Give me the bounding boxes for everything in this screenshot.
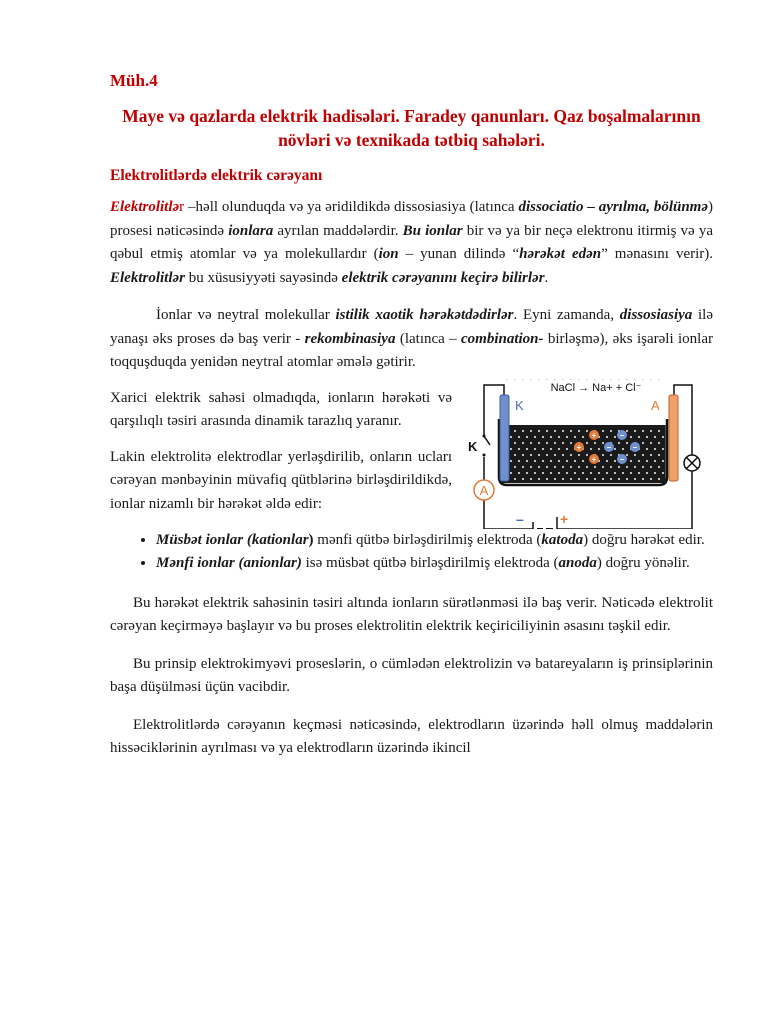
svg-text:+: + [591, 454, 597, 464]
svg-text:–: – [606, 442, 612, 452]
cathode-label: K [515, 397, 524, 413]
paragraph-electrolytes-definition: Elektrolitlər –həll olunduqda və ya əridildikdə dissosiasiya (latınca dissociatio – ayrılma, bölünmə) prosesi nəticəsində ionlara ayrılan maddələrdir. Bu ionlar bir və ya bir neçə elektronu itirmiş və ya qəbul etmiş atomlar və ya molekullardır (ion – yunan dilində “hərəkət edən” mənasını verir). Elektrolitlər bu xüsusiyyəti sayəsində elektrik cərəyanını keçirə bilirlər. [110, 199, 714, 286]
text-figure-row [110, 381, 713, 529]
list-item-anions: • Mənfi ionlar (anionlar) isə müsbət qütbə birləşdirilmiş elektroda (anoda) doğru yönəlir. [156, 552, 713, 576]
lamp-icon [684, 455, 700, 471]
paragraph-electrodes: Lakin elektrolitə elektrodlar yerləşdirilib, onların ucları cərəyan mənbəyinin müvafiq qütblərinə birləşdirildikdə, ionlar nizamlı bir hərəkət əldə edir: [110, 448, 452, 512]
ammeter [474, 480, 494, 500]
switch-label: K [468, 438, 478, 454]
electrolyte-vessel [499, 379, 667, 485]
page-title: Maye və qazlarda elektrik hadisələri. Faradey qanunları. Qaz boşalmalarının növləri və texnikada tətbiq sahələri. [122, 106, 701, 150]
svg-text:+: + [576, 442, 582, 452]
section-label: Müh.4 [110, 71, 158, 90]
text-column [110, 387, 452, 529]
ion-movement-list [110, 529, 713, 576]
paragraph-equilibrium: Xarici elektrik sahəsi olmadıqda, ionların hərəkəti və qarşılıqlı təsiri arasında dinamik tarazlıq yaranır. [110, 389, 452, 429]
battery-minus-label: – [516, 510, 524, 527]
section-subtitle: Elektrolitlərdə elektrik cərəyanı [110, 167, 323, 184]
svg-text:–: – [632, 442, 638, 452]
document-page [110, 70, 713, 771]
list-item-cations: • Müsbət ionlar (kationlar) mənfi qütbə birləşdirilmiş elektroda (katoda) doğru hərəkət edir. [156, 529, 713, 553]
svg-text:+: + [591, 430, 597, 440]
anode-electrode [669, 395, 678, 481]
svg-text:–: – [619, 430, 625, 440]
battery [516, 511, 569, 529]
paragraph-ions-motion: İonlar və neytral molekullar istilik xaotik hərəkətdədirlər. Eyni zamanda, dissosiasiya ilə yanaşı əks proses də baş verir - rekombinasiya (latınca – combination- birləşmə), əks işarəli ionlar toqquşduqda yenidən neytral atomlar əmələ gətirir. [110, 307, 713, 370]
battery-plus-label: + [560, 510, 569, 527]
reaction-formula: NaCl → Na+ + Cl⁻ [550, 381, 642, 394]
paragraph-electrode-deposits: Elektrolitlərdə cərəyanın keçməsi nəticəsində, elektrodların üzərində həll olmuş maddələrin hissəciklərinin ayrılması və ya elektrodların üzərində ikincil [110, 716, 713, 756]
electrolysis-diagram [463, 379, 713, 529]
paragraph-principle: Bu prinsip elektrokimyəvi proseslərin, o cümlədən elektrolizin və batareyaların iş prinsiplərinin başa düşülməsi üçün vacibdir. [110, 655, 713, 695]
anode-label: A [651, 397, 660, 413]
ammeter-label: A [479, 482, 489, 498]
switch [468, 434, 491, 457]
svg-text:–: – [619, 454, 625, 464]
cathode-electrode [500, 395, 509, 481]
paragraph-conductivity: Bu hərəkət elektrik sahəsinin təsiri altında ionların sürətlənməsi ilə baş verir. Nəticədə elektrolit cərəyan keçirməyə başlayır və bu proses elektrolitin elektrik keçiriciliyinin əsasını təşkil edir. [110, 594, 713, 634]
